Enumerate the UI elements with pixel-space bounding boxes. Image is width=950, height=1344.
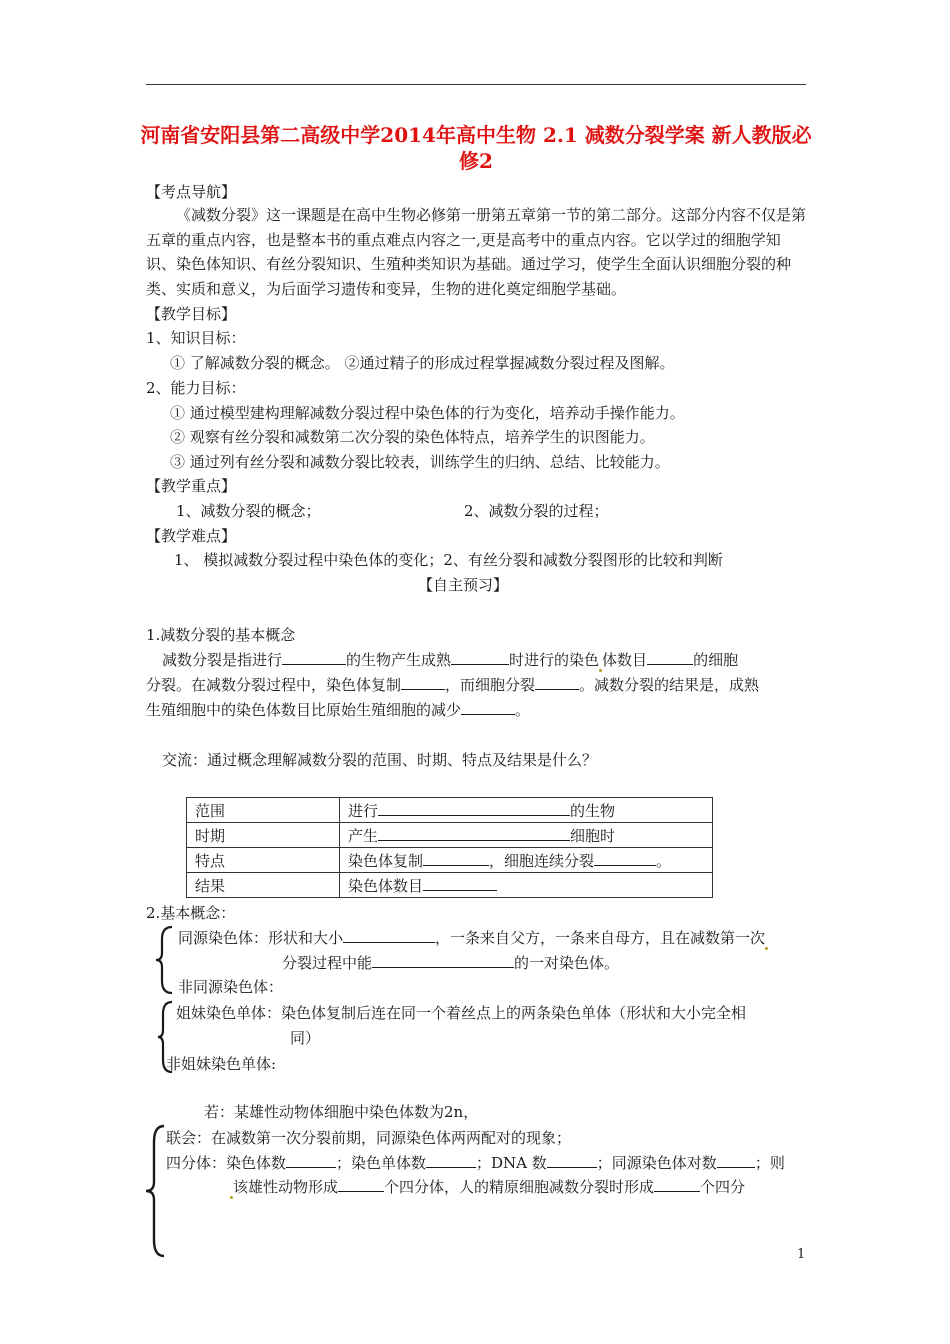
nengli-heading: 2、能力目标：: [146, 379, 246, 397]
basic-heading: 2.基本概念：: [146, 904, 236, 922]
blank[interactable]: [282, 649, 346, 665]
lianhui-line: 联会：在减数第一次分裂前期，同源染色体两两配对的现象；: [166, 1129, 572, 1147]
section-zizhu: 【自主预习】: [418, 576, 509, 594]
text: 四分体：染色体数: [166, 1154, 287, 1172]
sifenti-line-1: [166, 1151, 785, 1175]
blank[interactable]: [461, 699, 515, 715]
text: 该雄性动物形成: [233, 1178, 339, 1196]
blank[interactable]: [547, 1152, 597, 1168]
comparison-table: [186, 797, 713, 898]
text: 的一对染色体。: [514, 954, 620, 972]
nengli-item: ① 通过模型建构理解减数分裂过程中染色体的行为变化，培养动手操作能力。: [170, 404, 685, 422]
intro-paragraph: 《减数分裂》这一课题是在高中生物必修第一册第五章第一节的第二部分。这部分内容不仅是第五章的重点内容，也是整本书的重点难点内容之一,更是高考中的重点内容。它以学过的细胞学知识、染色体知识、有丝分裂知识、生殖种类知识为基础。通过学习，使学生全面认识细胞分裂的种类、实质和意义，为后面学习遗传和变异，生物的进化奠定细胞学基础。: [146, 206, 807, 298]
text: 的生物: [570, 801, 616, 820]
table-row: [187, 798, 713, 823]
left-brace-icon: [154, 925, 176, 995]
page-title: 河南省安阳县第二高级中学2014年高中生物 2.1 减数分裂学案 新人教版必修2: [140, 123, 812, 173]
nengli-item: ③ 通过列有丝分裂和减数分裂比较表，训练学生的归纳、总结、比较能力。: [170, 453, 670, 471]
text: ；DNA 数: [476, 1154, 547, 1172]
jiemei-line-2: 同）: [290, 1029, 321, 1047]
mark-dot: [765, 947, 768, 950]
text: 的生物产生成熟: [346, 651, 452, 669]
text: ；染色单体数: [336, 1154, 427, 1172]
section-kaodian: 【考点导航】: [146, 183, 237, 201]
sifenti-line-2: [230, 1175, 745, 1199]
concept-line-2: [146, 673, 759, 697]
text: ，而细胞分裂: [445, 676, 536, 694]
section-mubiao: 【教学目标】: [146, 305, 237, 323]
table-cell-value: [340, 848, 713, 873]
table-cell-label: 特点: [187, 848, 340, 873]
text: 个四分: [700, 1178, 746, 1196]
zhongdian-b: 2、减数分裂的过程；: [464, 502, 609, 520]
blank[interactable]: [372, 952, 514, 968]
blank[interactable]: [378, 825, 570, 841]
table-cell-label: 范围: [187, 798, 340, 823]
text: ；同源染色体对数: [596, 1154, 717, 1172]
feijiemei-line: 非姐妹染色单体:: [166, 1055, 277, 1073]
table-row: [187, 873, 713, 898]
left-brace-icon: [144, 1124, 168, 1258]
text: ；则: [754, 1154, 785, 1172]
blank[interactable]: [647, 649, 693, 665]
blank[interactable]: [451, 649, 509, 665]
zhishi-heading: 1、知识目标：: [146, 329, 246, 347]
blank[interactable]: [343, 927, 435, 943]
text: 分裂过程中能: [282, 954, 373, 972]
text: 。减数分裂的结果是，成熟: [579, 676, 760, 694]
table-cell-label: 时期: [187, 823, 340, 848]
blank[interactable]: [426, 1152, 476, 1168]
text: 。: [656, 851, 672, 870]
blank[interactable]: [594, 850, 656, 866]
blank[interactable]: [338, 1176, 384, 1192]
mark-dot: [230, 1196, 233, 1199]
section-zhongdian: 【教学重点】: [146, 477, 237, 495]
blank[interactable]: [717, 1152, 755, 1168]
page-number: 1: [797, 1247, 806, 1262]
blank[interactable]: [378, 800, 570, 816]
text: 染色体数目: [348, 876, 424, 895]
blank[interactable]: [286, 1152, 336, 1168]
text: 分裂。在减数分裂过程中，染色体复制: [146, 676, 402, 694]
table-row: [187, 823, 713, 848]
table-cell-value: [340, 823, 713, 848]
mark-dot: [599, 669, 602, 672]
text: 减数分裂是指进行: [162, 651, 283, 669]
jiemei-line-1: 姐妹染色单体：染色体复制后连在同一个着丝点上的两条染色单体（形状和大小完全相: [176, 1004, 747, 1022]
section-nandian: 【教学难点】: [146, 527, 237, 545]
blank[interactable]: [423, 875, 497, 891]
table-cell-value: [340, 798, 713, 823]
nandian-text: 1、 模拟减数分裂过程中染色体的变化；2、有丝分裂和减数分裂图形的比较和判断: [174, 551, 723, 569]
text: ，一条来自父方，一条来自母方，且在减数第一次: [435, 929, 766, 947]
concept-line-1: [162, 648, 738, 672]
ruo-line: 若：某雄性动物体细胞中染色体数为2n，: [204, 1103, 479, 1121]
table-cell-label: 结果: [187, 873, 340, 898]
table-row: [187, 848, 713, 873]
blank[interactable]: [401, 674, 445, 690]
tongyuan-line-2: [282, 951, 619, 975]
text: 染色体复制: [348, 851, 424, 870]
zhishi-items: ① 了解减数分裂的概念。 ②通过精子的形成过程掌握减数分裂过程及图解。: [170, 354, 675, 372]
text: 体数目: [602, 651, 648, 669]
text: 的细胞: [693, 651, 739, 669]
tongyuan-line-1: [178, 926, 768, 950]
blank[interactable]: [423, 850, 489, 866]
text: 细胞时: [570, 826, 616, 845]
zhongdian-a: 1、减数分裂的概念；: [176, 502, 321, 520]
text: 。: [515, 701, 531, 719]
concept-heading: 1.减数分裂的基本概念: [146, 626, 296, 644]
text: 进行: [348, 801, 379, 820]
blank[interactable]: [654, 1176, 700, 1192]
text: 时进行的染色: [509, 651, 600, 669]
table-cell-value: [340, 873, 713, 898]
header-rule: [146, 84, 806, 85]
text: ，细胞连续分裂: [489, 851, 595, 870]
text: 产生: [348, 826, 379, 845]
blank[interactable]: [535, 674, 579, 690]
nengli-item: ② 观察有丝分裂和减数第二次分裂的染色体特点，培养学生的识图能力。: [170, 428, 655, 446]
text: 生殖细胞中的染色体数目比原始生殖细胞的减少: [146, 701, 462, 719]
text: 同源染色体：形状和大小: [178, 929, 344, 947]
feitongyuan-line: 非同源染色体：: [178, 978, 284, 996]
text: 个四分体，人的精原细胞减数分裂时形成: [384, 1178, 655, 1196]
concept-line-3: [146, 698, 530, 722]
jiaoliu-question: 交流：通过概念理解减数分裂的范围、时期、特点及结果是什么？: [162, 751, 598, 769]
